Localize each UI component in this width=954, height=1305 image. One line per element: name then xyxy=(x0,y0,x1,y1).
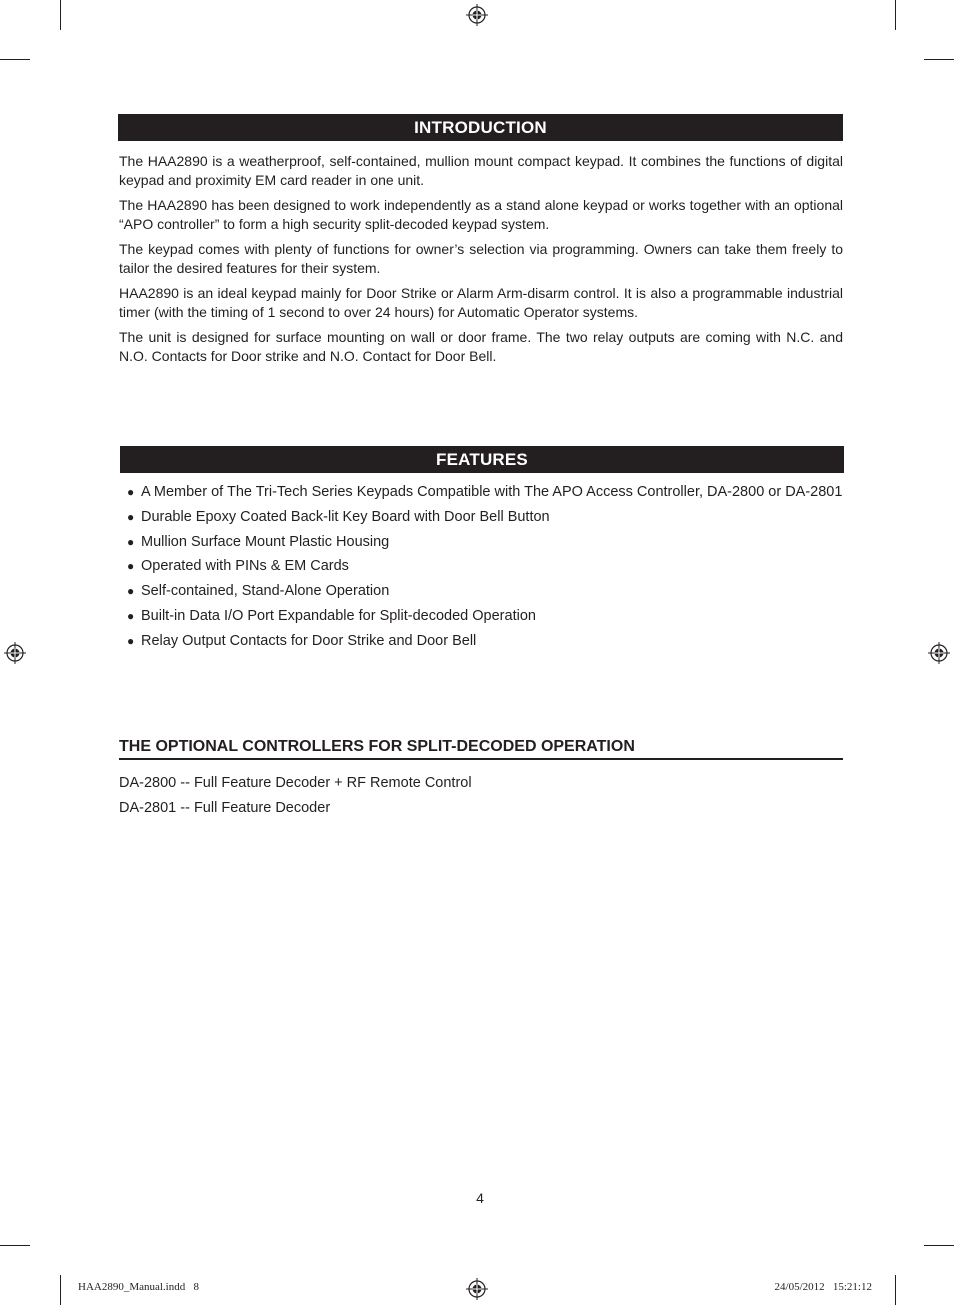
list-item: DA-2801 -- Full Feature Decoder xyxy=(119,800,331,816)
list-item xyxy=(127,629,842,654)
feature-text: Operated with PINs & EM Cards xyxy=(141,558,349,575)
list-item xyxy=(127,604,842,629)
features-list xyxy=(127,480,842,654)
slug-filename: HAA2890_Manual.indd 8 xyxy=(78,1281,199,1293)
bullet-icon: ● xyxy=(127,633,135,648)
page-number: 4 xyxy=(476,1190,484,1206)
bullet-icon: ● xyxy=(127,509,135,524)
list-item xyxy=(127,505,842,530)
controllers-list xyxy=(119,771,472,821)
bullet-icon: ● xyxy=(127,485,135,499)
intro-paragraph: The HAA2890 has been designed to work independently as a stand alone keypad or works together with an optional “APO controller” to form a high security split-decoded keypad system. xyxy=(119,197,843,232)
list-item xyxy=(127,554,842,579)
controllers-heading: THE OPTIONAL CONTROLLERS FOR SPLIT-DECODED OPERATION xyxy=(119,737,843,760)
bullet-icon: ● xyxy=(127,608,135,623)
list-item xyxy=(127,480,842,505)
intro-paragraph: The keypad comes with plenty of functions for owner’s selection via programming. Owners can take them freely to tailor the desired features for their system. xyxy=(119,241,843,276)
list-item xyxy=(127,530,842,555)
crop-mark xyxy=(895,1275,896,1305)
crop-mark xyxy=(895,0,896,30)
crop-mark xyxy=(924,1245,954,1246)
introduction-heading: INTRODUCTION xyxy=(118,114,843,141)
bullet-icon: ● xyxy=(127,584,135,599)
registration-mark-icon xyxy=(928,642,950,664)
feature-text: Mullion Surface Mount Plastic Housing xyxy=(141,533,390,550)
slug-datetime: 24/05/2012 15:21:12 xyxy=(774,1281,872,1293)
crop-mark xyxy=(0,59,30,60)
features-heading: FEATURES xyxy=(120,446,844,473)
feature-text: Self-contained, Stand-Alone Operation xyxy=(141,583,390,600)
list-item xyxy=(127,579,842,604)
registration-mark-icon xyxy=(4,642,26,664)
feature-text: Durable Epoxy Coated Back-lit Key Board with Door Bell Button xyxy=(141,508,550,525)
bullet-icon: ● xyxy=(127,559,135,574)
feature-text: Built-in Data I/O Port Expandable for Split-decoded Operation xyxy=(141,607,536,624)
feature-text: A Member of The Tri-Tech Series Keypads Compatible with The APO Access Controller, DA-2800 or DA-2801 xyxy=(141,484,843,500)
feature-text: Relay Output Contacts for Door Strike and Door Bell xyxy=(141,632,477,649)
introduction-body xyxy=(119,152,843,372)
list-item: DA-2800 -- Full Feature Decoder + RF Remote Control xyxy=(119,775,472,791)
crop-mark xyxy=(0,1245,30,1246)
bullet-icon: ● xyxy=(127,534,135,549)
intro-paragraph: The unit is designed for surface mounting on wall or door frame. The two relay outputs are coming with N.C. and N.O. Contacts for Door strike and N.O. Contact for Door Bell. xyxy=(119,329,843,364)
registration-mark-icon xyxy=(466,1278,488,1300)
registration-mark-icon xyxy=(466,4,488,26)
crop-mark xyxy=(60,0,61,30)
crop-mark xyxy=(924,59,954,60)
crop-mark xyxy=(60,1275,61,1305)
intro-paragraph: The HAA2890 is a weatherproof, self-contained, mullion mount compact keypad. It combines the functions of digital keypad and proximity EM card reader in one unit. xyxy=(119,153,843,188)
intro-paragraph: HAA2890 is an ideal keypad mainly for Door Strike or Alarm Arm-disarm control. It is also a programmable industrial timer (with the timing of 1 second to over 24 hours) for Automatic Operator systems. xyxy=(119,285,843,320)
